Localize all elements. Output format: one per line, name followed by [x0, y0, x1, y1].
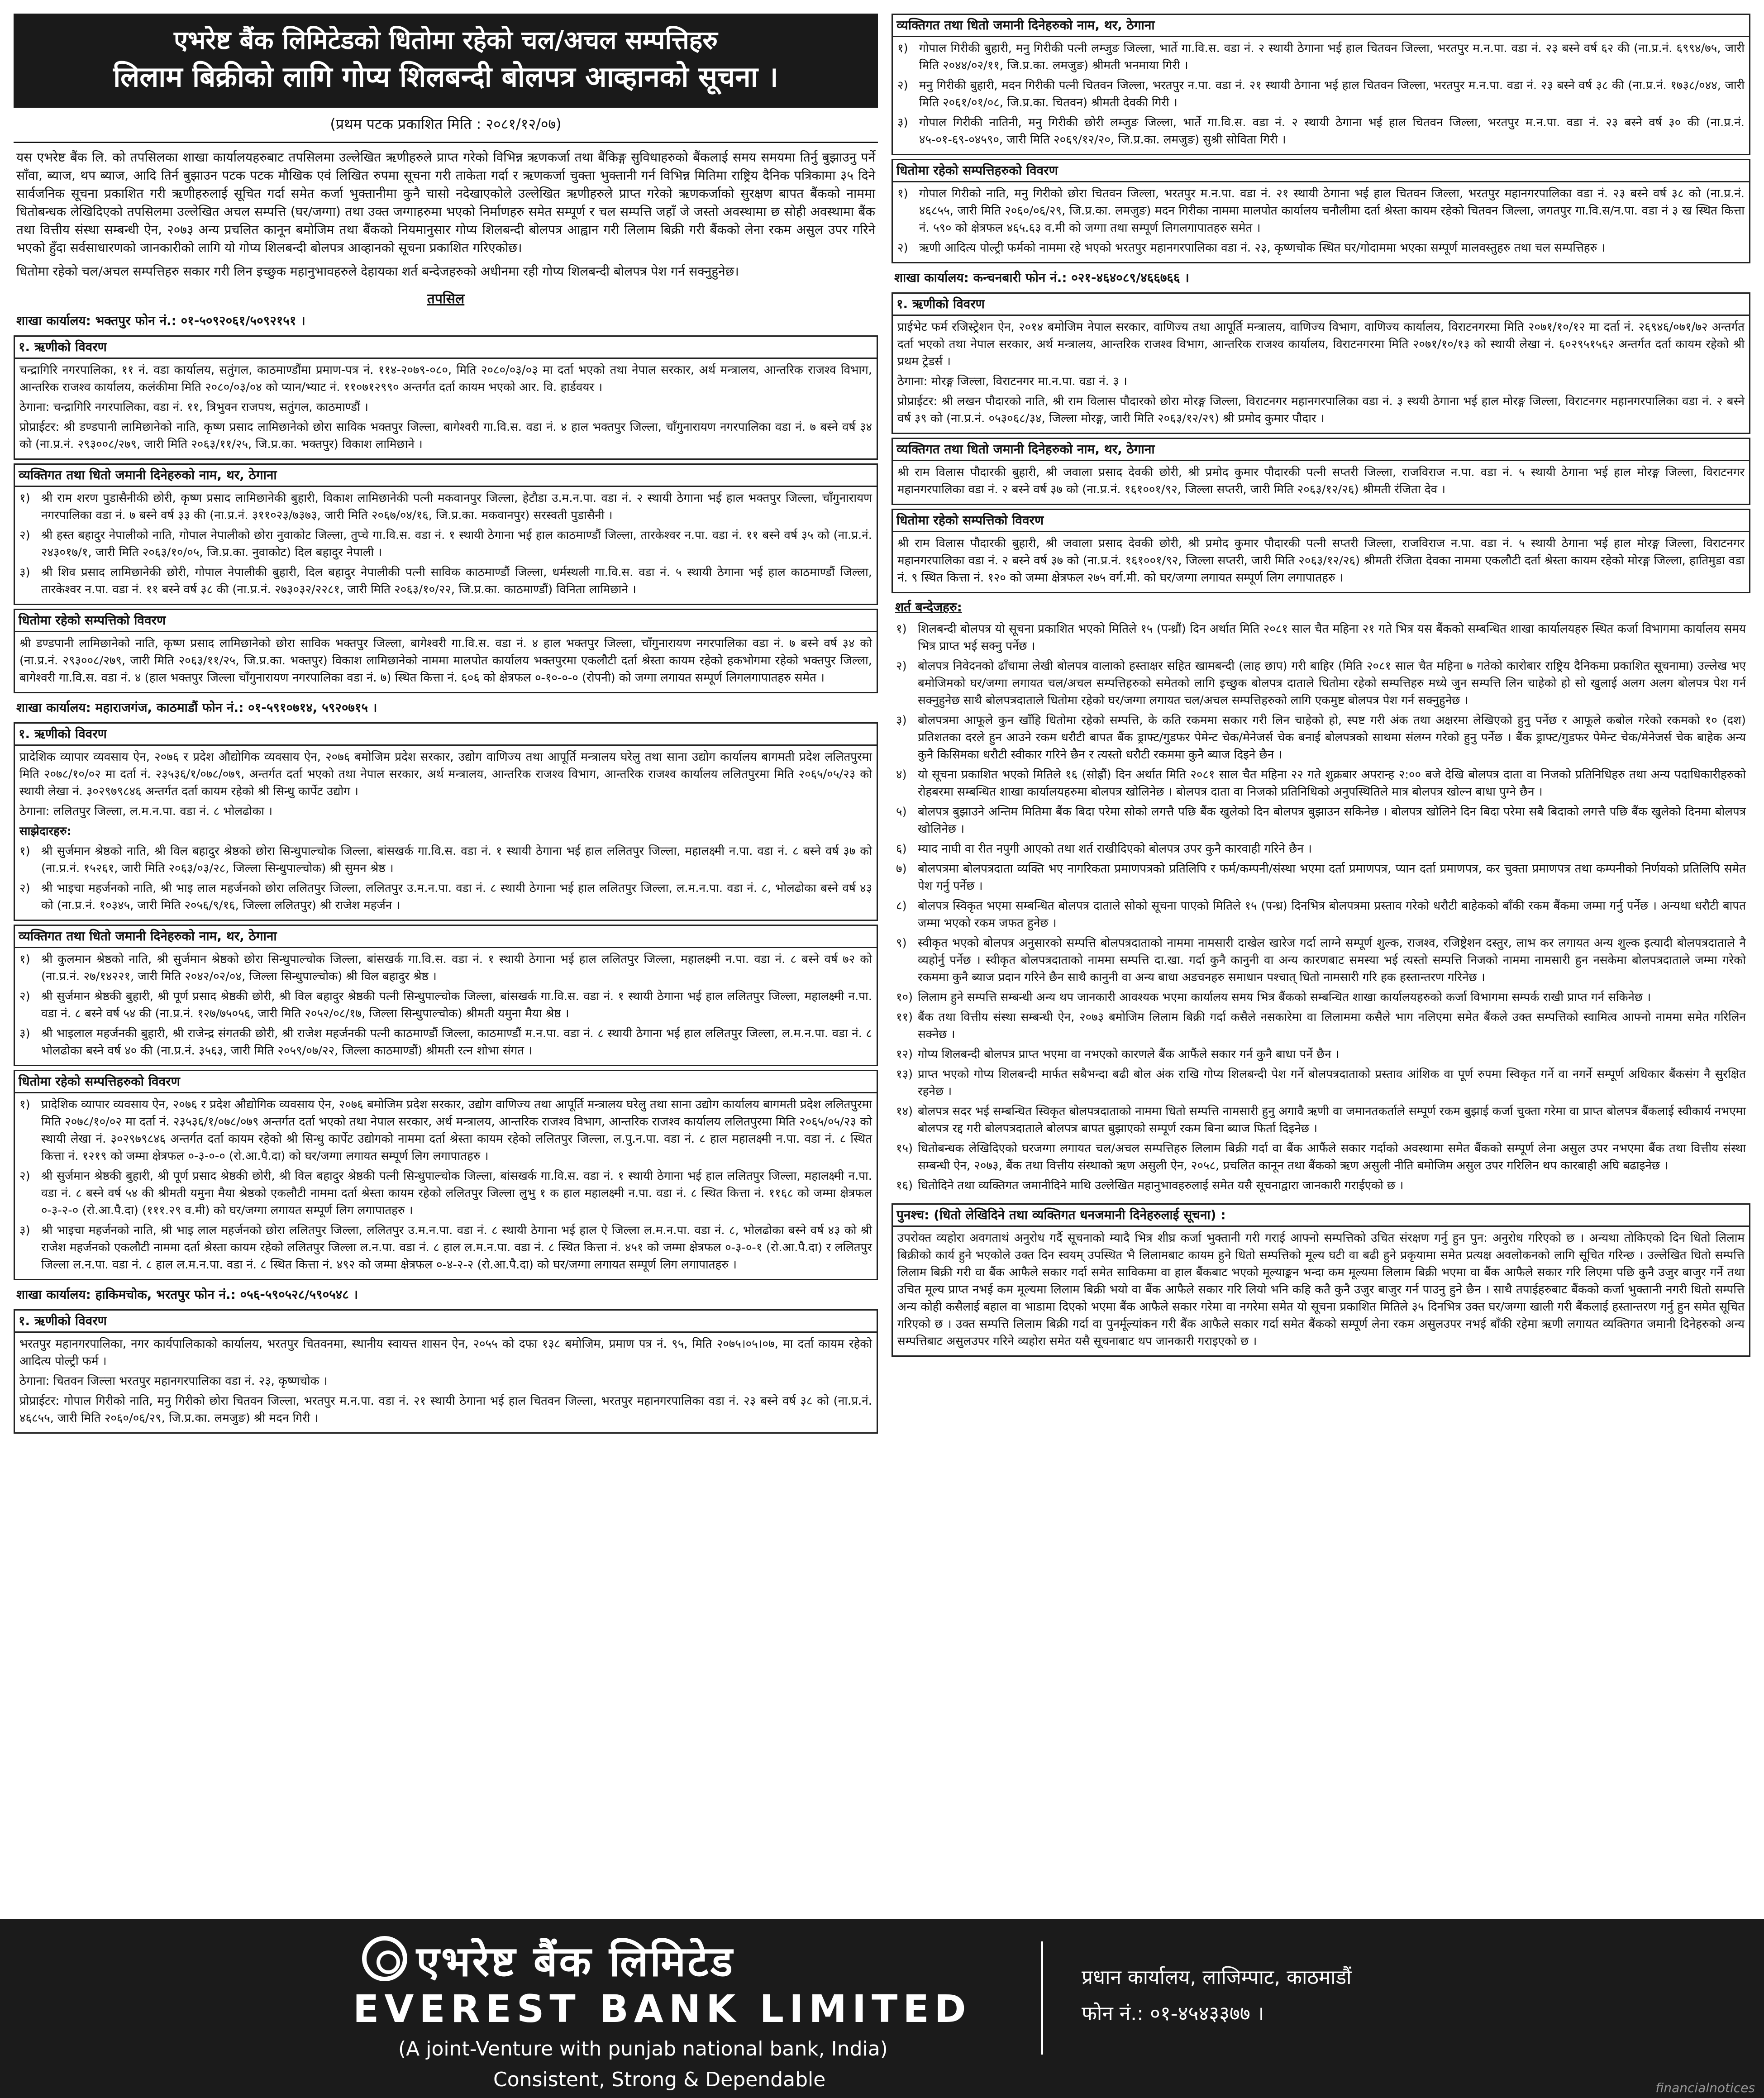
term-item-number: ३): [896, 714, 907, 727]
proprietor-details: प्रोप्राईटर: श्री लखन पौदारको नाति, श्री राम विलास पौदारको छोरा मोरङ्ग जिल्ला, विराटनगर महानगरपालिका वडा नं. ३ स्थयी ठेगाना भई हाल मोरङ्ग जिल्ला, विराटनगर महानगरपालिका वडा नं. २ बस्ने वर्ष ३९ को (ना.प्र.नं. ०५३०६८/३४, जिल्ला मोरङ्ग, जारी मिति २०६३/१२/२९) श्री प्रमोद कुमार पौदार ।: [897, 395, 1745, 425]
term-item-text: प्राप्त भएको गोप्य शिलबन्दी मार्फत सबैभन्दा बढी बोल अंक राखि गोप्य शिलबन्दी पेश गर्ने बोलपत्रदाताको प्रस्ताव आंशिक वा पूर्ण रुपमा स्विकृत गर्ने वा नगर्ने सम्पूर्ण अधिकार बैंकसंग नै सुरक्षित रहनेछ ।: [918, 1068, 1746, 1098]
property-item-number: १): [897, 187, 908, 200]
guarantor-item-text: श्री कुलमान श्रेष्ठको नाति, श्री सुर्जमान श्रेष्ठको छोरा सिन्धुपाल्चोक जिल्ला, बांसखर्क गा.वि.स. वडा नं. १ स्थायी ठेगाना भई हाल ललितपुर जिल्ला, महालक्ष्मी न.पा. वडा नं. ८ बस्ने वर्ष ७२ को (ना.प्र.नं. २७/१४२२१, जारी मिति २०४२/०२/०४, जिल्ला सिन्धुपाल्चोक) श्री विल बहादुर श्रेष्ठ ।: [41, 953, 872, 983]
guarantor-details: श्री राम विलास पौदारकी बुहारी, श्री जवाला प्रसाद देवकी छोरी, श्री प्रमोद कुमार पौदारकी पत्नी सप्तरी जिल्ला, राजविराज न.पा. वडा नं. ५ स्थायी ठेगाना भई हाल मोरङ्ग जिल्ला, विराटनगर महानगरपालिका वडा नं. २ बस्ने वर्ष ३७ को (ना.प्र.नं. १६१००१/९२, जिल्ला सप्तरी, जारी मिति २०६३/१२/२६) श्रीमती रंजिता देव ।: [897, 466, 1745, 496]
borrower-heading: १. ऋणीको विवरण: [15, 1311, 877, 1333]
property-item-text: ऋणी आदित्य पोल्ट्री फर्मको नाममा रहे भएको भरतपुर महानगरपालिका वडा नं. २३, कृष्णचोक स्थित घर/गोदाममा भएका सम्पूर्ण मालवस्तुहरु तथा चल सम्पत्तिहरु ।: [919, 241, 1606, 255]
left-column: [14, 14, 878, 1437]
head-office-phone: फोन नं.: ०१-४५४३३७७ ।: [1082, 2002, 1264, 2025]
term-item-text: यो सूचना प्रकाशित भएको मितिले १६ (सोह्रौं) दिन अर्थात मिति २०८१ साल चैत महिना २२ गते शुक्रबार अपरान्ह २:०० बजे देखि बोलपत्र दाता वा निजको प्रतिनिधिहरु तथा अन्य पदाधिकारीहरुको रोहबरमा सम्बन्धित शाखा कार्यालयहरुमा बोलपत्र खोलिनेछ । बोलपत्र दाता वा निजको प्रतिनिधिको अनुपस्थितिले मात्र बोलपत्र खोल्न बाधा पुग्ने छैन ।: [918, 768, 1746, 799]
term-item-text: धितोबन्धक लेखिदिएको घरजग्गा लगायत चल/अचल सम्पत्तिहरु लिलाम बिक्री गर्दा वा बैंक आफैंले सकार गर्दाको अवस्थामा समेत बैंकको सम्पूर्ण लेना असुल उपर नभएमा बैंक तथा वित्तीय संस्था सम्बन्धी ऐन, २०७३, बैंक तथा वित्तीय संस्थाको ऋण असुली ऐन, २०५८, प्रचलित कानून तथा बैंकको ऋण असुली नीति बमोजिम असुल उपर गरिलिन थप कारबाही अघि बढाइनेछ ।: [918, 1142, 1746, 1173]
borrower-address: ठेगाना: चितवन जिल्ला भरतपुर महानगरपालिका वडा नं. २३, कृष्णचोक ।: [19, 1374, 328, 1388]
term-item: [896, 1177, 1746, 1194]
guarantor-item-text: मनु गिरीकी बुहारी, मदन गिरीकी पत्नी चितवन जिल्ला, भरतपुर न.पा. वडा नं. २१ स्थायी ठेगाना भई हाल चितवन जिल्ला, भरतपुर म.न.पा. वडा नं. २३ बस्ने वर्ष ३८ की (ना.प्र.नं. १७३८/०४४, जारी मिति २०६१/०१/०८, जि.प्र.का. चितवन) श्रीमती देवकी गिरी ।: [919, 79, 1745, 110]
term-item: [896, 766, 1746, 801]
term-item: [896, 897, 1746, 932]
guarantor-item-number: ३): [19, 1027, 30, 1040]
guarantor-item: [19, 1025, 872, 1059]
property-heading: धितोमा रहेको सम्पत्तिहरुको विवरण: [893, 160, 1749, 182]
partner-item-text: श्री भाइचा महर्जनको नाति, श्री भाइ लाल महर्जनको छोरा ललितपुर जिल्ला, ललितपुर उ.म.न.पा. वडा नं. ८ स्थायी ठेगाना भई हाल ललितपुर जिल्ला, ल.म.न.पा. वडा नं. ८, भोलढोका बस्ने वर्ष ४३ को (ना.प्र.नं. १०३४५, जारी मिति २०५६/९/१६, जिल्ला ललितपुर) श्री राजेश महर्जन ।: [41, 882, 872, 912]
term-item: [896, 1046, 1746, 1063]
guarantor-item: [19, 988, 872, 1022]
property-item: [897, 185, 1745, 237]
partner-item-number: २): [19, 882, 30, 895]
branch3-guarantor-box: [892, 14, 1750, 155]
borrower-address: ठेगाना: मोरङ्ग जिल्ला, विराटनगर मा.न.पा. वडा नं. ३ ।: [897, 375, 1127, 388]
footer-divider: [1041, 1941, 1043, 2055]
tapsil-heading: तपसिल: [427, 291, 465, 307]
term-item-number: ६): [896, 842, 907, 856]
term-item-number: १४): [896, 1105, 913, 1118]
watermark: financialnotices: [1655, 2080, 1755, 2095]
head-office-address: प्रधान कार्यालय, लाजिम्पाट, काठमाडौं: [1082, 1966, 1352, 1989]
term-item: [896, 620, 1746, 655]
borrower-address: ठेगाना: चन्द्रागिरि नगरपालिका, वडा नं. ११, त्रिभुवन राजपथ, सतुंगल, काठमाण्डौं ।: [19, 401, 368, 414]
guarantor-item: [897, 77, 1745, 111]
borrower-heading: १. ऋणीको विवरण: [15, 337, 877, 359]
term-item-number: १२): [896, 1048, 913, 1061]
property-item: [19, 1168, 872, 1219]
guarantor-item-text: श्री शिव प्रसाद लामिछानेकी छोरी, गोपाल नेपालीकी बुहारी, दिल बहादुर नेपालीकी पत्नी साविक काठमाण्डौं जिल्ला, धर्मस्थली गा.वि.स. वडा नं. ५ स्थायी ठेगाना भई हाल काठमाण्डौं जिल्ला, तारकेश्वर न.पा. वडा नं. ११ बस्ने वर्ष ३८ की (ना.प्र.नं. २७३०३२/२२८१, जारी मिति २०६३/१०/२२, जि.प्र.का. काठमाण्डौं) विनिता लामिछाने ।: [41, 566, 872, 596]
property-item: [19, 1222, 872, 1273]
guarantor-item-number: ३): [19, 566, 30, 579]
branch-kanchanbari-title: शाखा कार्यालय: कन्चनबारी फोन नं.: ०२१-४६४०८९/४६६७६६ ।: [894, 270, 1189, 285]
term-item: [896, 1009, 1746, 1043]
term-item-number: १६): [896, 1179, 913, 1192]
notice-title-line2: लिलाम बिक्रीको लागि गोप्य शिलबन्दी बोलपत्र आव्हानको सूचना ।: [113, 60, 778, 93]
property-heading: धितोमा रहेको सम्पत्तिहरुको विवरण: [15, 1071, 877, 1093]
guarantor-item: [897, 40, 1745, 74]
everest-bank-logo-icon: [362, 1936, 407, 1981]
guarantor-item-number: १): [897, 42, 908, 55]
branch4-guarantor-box: [892, 438, 1750, 505]
term-item-number: १): [896, 622, 907, 636]
branch1-borrower-box: [14, 335, 878, 460]
postscript-text: उपरोक्त व्यहोरा अवगताथं अनुरोध गर्दै सूचनाको म्यादै भित्र शीघ्र कर्जा भुक्तानी गरी गराई आफ्नो सम्पत्तिको उचित संरक्षण गर्नु हुन पुन: अनुरोध गरिएको छ । अन्यथा तोकिएको दिन धितो लिलाम बिक्रीको कार्य हुने भएकोले उक्त दिन स्वयम् उपस्थित भै लिलामबाट कायम हुने धितो सम्पत्तिको मूल्य घटी वा बढी हुने प्रकृयामा समेत प्रत्यक्ष अवलोकनको लागि सूचित गरिन्छ । उल्लेखित धितो सम्पत्ति लिलाम बिक्री गरी वा बैंक आफैले सकार गर्दा समेत साविकमा वा हाल बैंकबाट भएको मूल्याङ्कन भन्दा कम मूल्यमा लिलाम बिक्री भएमा वा बैंक आफैले सकार गरि लिएमा पछि कुनै उजुर बाजुर गर्ने तथा उचित मूल्य प्राप्त नभई कम मूल्यमा लिलाम बिक्री भयो वा बैंक आफैले सकार गरि लियो भनि कहि कतै कुनै उजुर बाजुर गर्न पाउनु हुने छैन । साथै तपाईहरुबाट बैंकको कर्जा भुक्तानी नगरी धितो सम्पत्ति अन्य कोही कसैलाई बहाल वा भाडामा दिएको भएमा बैंक आफैले सकार गरेमा वा नगरेमा समेत यो सूचना प्रकाशित मितिले ३५ दिनभित्र उक्त घर/जग्गा खाली गरी बैंकलाई हस्तान्तरण गर्नु हुन समेत सूचित गरिएको छ । उक्त सम्पत्ति लिलाम बिक्री गर्दा वा पुनर्मूल्यांकन गरी बैंक आफैले सकार गर्दा समेत बैंकको सम्पूर्ण लेना रकम असुलउपर नभई बाँकी रहेमा ऋणी लगायत व्यक्तिगत जमानी दिनेहरुको अन्य सम्पत्तिबाट असुलउपर गरिने व्यहोरा समेत यसै सूचनाबाट थप जानकारी गराइएको छ ।: [897, 1231, 1745, 1348]
publish-date: (प्रथम पटक प्रकाशित मिति : २०८१/१२/०७): [14, 108, 878, 143]
guarantor-item-text: श्री भाइलाल महर्जनकी बुहारी, श्री राजेन्द्र संगतकी छोरी, श्री राजेश महर्जनकी पत्नी काठमाण्डौं जिल्ला, काठमाण्डौं म.न.पा. वडा नं. ८ स्थायी ठेगाना भई हाल ललितपुर जिल्ला, ल.म.न.पा. वडा नं. ८ भोलढोका बस्ने वर्ष ४० की (ना.प्र.नं. ३५६३, जारी मिति २०५९/०७/२२, जिल्ला काठमाण्डौं) श्रीमती रत्न शोभा संगत ।: [41, 1027, 872, 1058]
bank-name-english: EVEREST BANK LIMITED: [353, 1987, 972, 2031]
term-item-text: बोलपत्र सदर भई सम्बन्धित स्विकृत बोलपत्रदाताको नाममा धितो सम्पत्ति नामसारी हुनु अगावै ऋणी वा जमानतकर्ताले सम्पूर्ण रकम बुझाई कर्जा चुक्ता गरेमा वा प्राप्त बोलपत्र बैंकलाई स्वीकार्य नभएमा बोलपत्र रद्द गरी बोलपत्रदाताले बोलपत्र बापत बुझाएको सम्पूर्ण रकम बिना ब्याज फिर्ता दिइनेछ ।: [918, 1105, 1746, 1135]
term-item-number: ११): [896, 1011, 913, 1024]
head-office-info: [1082, 1960, 1352, 2032]
guarantor-item: [19, 490, 872, 524]
term-item-text: धितोदिने तथा व्यक्तिगत जमानीदिने माथि उल्लेखित महानुभावहरुलाई समेत यसै सूचनाद्वारा जानकारी गराईएको छ ।: [918, 1179, 1404, 1192]
right-column: [892, 14, 1750, 1360]
term-item: [896, 935, 1746, 986]
branch3-borrower-box: [14, 1309, 878, 1434]
branch2-borrower-box: [14, 722, 878, 921]
branch1-property-box: [14, 609, 878, 693]
property-item-number: १): [19, 1098, 30, 1111]
guarantor-item-text: गोपाल गिरीकी बुहारी, मनु गिरीकी पत्नी लम्जुङ जिल्ला, भार्ते गा.वि.स. वडा नं. २ स्थायी ठेगाना भई हाल चितवन जिल्ला, भरतपुर म.न.पा. वडा नं. २३ बस्ने वर्ष ६२ की (ना.प्र.नं. ६९९४/७५, जारी मिति २०४४/०२/११, जि.प्र.का. लमजुङ) श्रीमती भनमाया गिरी ।: [919, 42, 1745, 72]
term-item-number: ५): [896, 805, 907, 819]
term-item: [896, 860, 1746, 895]
term-item-text: गोप्य शिलबन्दी बोलपत्र प्राप्त भएमा वा नभएको कारणले बैंक आफैंले सकार गर्न कुनै बाधा पर्ने छैन ।: [918, 1048, 1340, 1061]
term-item-number: ७): [896, 862, 907, 876]
branch2-guarantor-box: [14, 925, 878, 1066]
branch-bhaktapur-title: शाखा कार्यालय: भक्तपुर फोन नं.: ०१-५०९२०६१/५०९२१५१ ।: [16, 313, 305, 328]
borrower-details: भरतपुर महानगरपालिका, नगर कार्यपालिकाको कार्यालय, भरतपुर चितवनमा, स्थानीय स्वायत्त शासन ऐन, २०५५ को दफा १३८ बमोजिम, प्रमाण पत्र नं. ९५, मिति २०७५।०५।०७, मा दर्ता कायम रहेको आदित्य पोल्ट्री फर्म ।: [19, 1337, 872, 1368]
partners-heading: साझेदारहरु:: [19, 825, 72, 838]
guarantor-item: [19, 527, 872, 561]
term-item-text: बोलपत्रमा बोलपत्रदाता व्यक्ति भए नागरिकता प्रमाणपत्रको प्रतिलिपि र फर्म/कम्पनी/संस्था भएमा दर्ता प्रमाणपत्र, प्यान दर्ता प्रमाणपत्र, कर चुक्ता प्रमाणपत्र तथा कम्पनीको निर्णयको प्रतिलिपि समेत पेश गर्नु पर्नेछ ।: [918, 862, 1746, 893]
guarantor-heading: व्यक्तिगत तथा धितो जमानी दिनेहरुको नाम, थर, ठेगाना: [893, 439, 1749, 461]
branch4-borrower-box: [892, 292, 1750, 434]
property-details: श्री डण्डपानी लामिछानेको नाति, कृष्ण प्रसाद लामिछानेको छोरा साविक भक्तपुर जिल्ला, बागेश्वरी गा.वि.स. वडा नं. ४ हाल भक्तपुर जिल्ला, चाँगुनारायण नगरपालिका वडा नं. ७ बस्ने वर्ष ३४ को (ना.प्र.नं. २९३००८/२७९, जारी मिति २०६३/११/२५, जि.प्र.का. भक्तपुर) विकाश लामिछानेको नाममा मालपोत कार्यालय भक्तपुरमा एकलौटी दर्ता श्रेस्ता कायम रहेको हकभोगमा रहेको भक्तपुर जिल्ला, बागेश्वरी गा.वि.स. वडा नं. ४ (हाल भक्तपुर जिल्ला चाँगुनारायण नगरपालिका वडा नं. ७) स्थित कित्ता नं. ६०६ को क्षेत्रफल ०-१०-०-० (रोपनी) को जग्गा लगायत सम्पूर्ण लिगलगापातहरु समेत ।: [19, 637, 872, 685]
partner-item-number: १): [19, 844, 30, 858]
notice-postscript-box: [892, 1203, 1750, 1357]
term-item-number: ८): [896, 899, 907, 913]
borrower-address: ठेगाना: ललितपुर जिल्ला, ल.म.न.पा. वडा नं. ८ भोलढोका ।: [19, 805, 273, 818]
term-item: [896, 840, 1746, 858]
postscript-heading: पुनश्च: (धितो लेखिदिने तथा व्यक्तिगत धनजमानी दिनेहरुलाई सूचना) :: [893, 1205, 1749, 1227]
term-item-text: बोलपत्र निवेदनको ढाँचामा लेखी बोलपत्र वालाको हस्ताक्षर सहित खामबन्दी (लाह छाप) गरी बाहिर (मिति २०८१ साल चैत महिना ७ गतेको कारोबार राष्ट्रिय दैनिकमा प्रकाशित सूचनामा) उल्लेख भए बमोजिमको घर/जग्गा लगायत चल/अचल सम्पत्तिहरुको समेतको लागि इच्छुक बोलपत्र दाताले धितोमा रहेको सम्पत्तिहरु मध्ये जुन सम्पत्ति लिन चाहेको हो सो खुलाई अलग अलग बोलपत्र पेश गर्न सक्नुहुनेछ साथै बोलपत्रदाताले धितोमा रहेको घर/जग्गा लगायत चल/अचल सम्पत्तिहरुको लागि एकमुष्ट बोलपत्र पेश गर्न सक्नुहुनेछ ।: [918, 659, 1746, 707]
property-item-text: प्रादेशिक व्यापार व्यवसाय ऐन, २०७६ र प्रदेश औद्योगिक व्यवसाय ऐन, २०७६ बमोजिम प्रदेश सरकार, उद्योग वाणिज्य तथा आपूर्ति मन्त्रालय घरेलु तथा साना उद्योग कार्यालय बागमती प्रदेश ललितपुरमा मिति २०७८/१०/०२ मा दर्ता नं. २३५३६/१/०७८/०७९ अन्तर्गत दर्ता भएको तथा नेपाल सरकार, अर्थ मन्त्रालय, आन्तरिक राजश्व विभाग, आन्तरिक राजश्व कार्यालय ललितपुरमा मिति २०६५/०५/२३ को स्थायी लेखा नं. ३०२९७९८४६ अन्तर्गत दर्ता कायम रहेको श्री सिन्धु कार्पेट उद्योगको नाममा दर्ता श्रेस्ता कायम रहेको ललितपुर जिल्ला, ल.पु.न.पा. वडा नं. ८ हाल महालक्ष्मी न.पा. वडा नं. ८ स्थित कित्ता नं. १२१९ को जम्मा क्षेत्रफल ०-३-०-० (रो.आ.पै.दा) को घर/जग्गा लगायत सम्पूर्ण लिग लगापातहरु ।: [41, 1098, 872, 1163]
guarantor-heading: व्यक्तिगत तथा धितो जमानी दिनेहरुको नाम, थर, ठेगाना: [893, 15, 1749, 37]
property-item-text: गोपाल गिरीको नाति, मनु गिरीको छोरा चितवन जिल्ला, भरतपुर म.न.पा. वडा नं. २१ स्थायी ठेगाना भई हाल चितवन जिल्ला, भरतपुर महानगरपालिका वडा नं. २३ बस्ने वर्ष ३८ को (ना.प्र.नं. ४६८५५, जारी मिति २०६०/०६/२९, जि.प्र.का. लमजुङ) मदन गिरीका नाममा मालपोत कार्यालय चनौलीमा दर्ता श्रेस्ता कायम रहेको चितवन जिल्ला, जगतपुर गा.वि.स/न.पा. वडा नं ३ ख स्थित कित्ता नं. ५९० को क्षेत्रफल ४६५.६३ व.मी को जग्गा तथा सम्पूर्ण लिगलगापातहरु समेत ।: [919, 187, 1745, 235]
guarantor-item-text: गोपाल गिरीकी नातिनी, मनु गिरीकी छोरी लम्जुङ जिल्ला, भार्ते गा.वि.स. वडा नं. २ स्थायी ठेगाना भई हाल चितवन जिल्ला, भरतपुर म.न.पा. वडा नं. २३ बस्ने वर्ष ३० की (ना.प्र.नं. ४५-०१-६९-०४५९०, जारी मिति २०६९/१२/२०, जि.प्र.का. लमजुङ) सुश्री सोविता गिरी ।: [919, 116, 1745, 147]
joint-venture-text: (A joint-Venture with punjab national bank, India): [398, 2037, 888, 2060]
terms-section: [892, 597, 1750, 1200]
partner-item-text: श्री सुर्जमान श्रेष्ठको नाति, श्री विल बहादुर श्रेष्ठको छोरा सिन्धुपाल्चोक जिल्ला, बांसखर्क गा.वि.स. वडा नं. १ स्थायी ठेगाना भई हाल ललितपुर जिल्ला, महालक्ष्मी न.पा. वडा नं. ८ बस्ने वर्ष ३७ को (ना.प्र.नं. १५२६१, जारी मिति २०६३/०३/२८, जिल्ला सिन्धुपाल्चोक) श्री सुमन श्रेष्ठ ।: [41, 844, 872, 875]
property-item-text: श्री भाइचा महर्जनको नाति, श्री भाइ लाल महर्जनको छोरा ललितपुर जिल्ला, ललितपुर उ.म.न.पा. वडा नं. ८ स्थायी ठेगाना भई हाल ऐ जिल्ला ल.म.न.पा. वडा नं. ८, भोलढोका बस्ने वर्ष ४३ को श्री राजेश महर्जनको एकलौटी नाममा दर्ता श्रेस्ता कायम रहेको ललितपुर जिल्ला ल.न.पा. वडा नं. ८ हाल ल.म.न.पा. वडा नं. ८ स्थित कित्ता नं. ४५१ को जम्मा क्षेत्रफल ०-३-०-१ (रो.आ.पै.दा) र ललितपुर जिल्ला ल.न.पा. वडा नं. ८ हाल ल.म.न.पा. वडा नं. ८ स्थित कित्ता नं. ४९२ को जम्मा क्षेत्रफल ०-४-२-२ (रो.आ.पै.दा) को घर/जग्गा लगायत सम्पूर्ण लिग लगापातहरु ।: [41, 1224, 872, 1272]
bank-name-nepali: एभरेष्ट बैंक लिमिटेड: [416, 1937, 734, 1986]
property-heading: धितोमा रहेको सम्पत्तिको विवरण: [15, 610, 877, 632]
branch4-property-box: [892, 509, 1750, 593]
guarantor-item: [19, 951, 872, 985]
guarantor-item-number: ३): [897, 116, 908, 129]
guarantor-item: [19, 564, 872, 598]
term-item: [896, 658, 1746, 709]
property-item-number: २): [19, 1169, 30, 1183]
partner-item: [19, 843, 872, 877]
term-item-number: १५): [896, 1142, 913, 1155]
branch-maharajgunj-title: शाखा कार्यालय: महाराजगंज, काठमाडौं फोन नं.: ०१-५९१०७१४, ५९२०७१५ ।: [16, 700, 377, 715]
borrower-details: प्रादेशिक व्यापार व्यवसाय ऐन, २०७६ र प्रदेश औद्योगिक व्यवसाय ऐन, २०७६ बमोजिम प्रदेश सरकार, उद्योग वाणिज्य तथा आपूर्ति मन्त्रालय घरेलु तथा साना उद्योग कार्यालय बागमती प्रदेश ललितपुरमा मिति २०७८/१०/०२ मा दर्ता नं. २३५३६/१/०७८/०७९, अन्तर्गत दर्ता भएको तथा नेपाल सरकार, अर्थ मन्त्रालय, आन्तरिक राजश्व विभाग, आन्तरिक राजश्व कार्यालय ललितपुरमा मिति २०६५/०५/२३ को स्थायी लेखा नं. ३०२९७९८४६ अन्तर्गत दर्ता कायम रहेको श्री सिन्धु कार्पेट उद्योग ।: [19, 750, 872, 798]
notice-header: [14, 14, 878, 108]
partner-item: [19, 880, 872, 914]
branch1-guarantor-box: [14, 463, 878, 605]
terms-heading: शर्त बन्देजहरु:: [895, 600, 962, 615]
property-heading: धितोमा रहेको सम्पत्तिको विवरण: [893, 510, 1749, 532]
term-item-text: बोलपत्र स्विकृत भएमा सम्बन्धित बोलपत्र दाताले सोको सूचना पाएको मितिले १५ (पन्ध्र) दिनभित्र बोलपत्रमा प्रस्ताव गरेको धरौटी बाहेकको बाँकी रकम बैंकमा जम्मा गर्नु पर्नेछ । अन्यथा धरौटी बापत जम्मा भएको रकम जफत हुनेछ ।: [918, 899, 1746, 930]
notice-title-line1: एभरेष्ट बैंक लिमिटेडको धितोमा रहेको चल/अचल सम्पत्तिहरु: [174, 26, 718, 55]
term-item-text: बोलपत्र बुझाउने अन्तिम मितिमा बैंक बिदा परेमा सोको लगत्तै पछि बैंक खुलेको दिन बोलपत्र बुझाउन सकिनेछ । बोलपत्र खोलिने दिन बिदा परेमा सबै बिदाको लगत्तै पछि बैंक खुलेको दिनमा बोलपत्र खोलिनेछ ।: [918, 805, 1746, 836]
term-item: [896, 1066, 1746, 1100]
intro-paragraph-2: धितोमा रहेको चल/अचल सम्पत्तिहरु सकार गरी लिन इच्छुक महानुभावहरुले देहायका शर्त बन्देजहरुको अधीनमा रही गोप्य शिलबन्दी बोलपत्र पेश गर्न सक्नुहुनेछ।: [16, 264, 739, 279]
guarantor-item: [897, 114, 1745, 148]
term-item: [896, 989, 1746, 1006]
branch3-property-box: [892, 159, 1750, 263]
branch2-property-box: [14, 1070, 878, 1280]
intro-paragraph: यस एभरेष्ट बैंक लि. को तपसिलका शाखा कार्यालयहरुबाट तपसिलमा उल्लेखित ऋणीहरुले प्राप्त गरेको विभिन्न ऋणकर्जा तथा बैंकिङ्ग सुविधाहरुको बैंकलाई समय समयमा तिर्नु बुझाउनु पर्ने साँवा, ब्याज, थप ब्याज, आदि तिर्न बुझाउन पटक पटक मौखिक एवं लिखित रुपमा सूचना गरी ताकेता गर्दा र ऋणकर्जा चुक्ता भुक्तानी गर्न विभिन्न मितिमा राष्ट्रिय दैनिक पत्रिकामा ३५ दिने सार्वजनिक सूचना प्रकाशित गरी ऋणीहरुलाई सूचित गर्दा समेत कर्जा भुक्तानीमा कुनै चासो नदेखाएकोले उल्लेखित ऋणीहरुले प्राप्त गरेको ऋणकर्जाको सुरक्षण बापत बैंकको नाममा धितोबन्धक लेखिदिएको तपसिलमा उल्लेखित अचल सम्पत्ति (घर/जग्गा) तथा उक्त जग्गाहरुमा भएको निर्माणहरु समेत सम्पूर्ण र चल सम्पत्ति जहाँ जे जस्तो अवस्थामा छ सोही अवस्थामा बैंक तथा वित्तीय संस्था सम्बन्धी ऐन, २०७३ अन्य प्रचलित कानून बमोजिम तथा बैंकको नियमानुसार गोप्य शिलबन्दी बोलपत्र आह्वान गरी लिलाम बिक्री गरी बैंकको लेना रकम असुल उपर गरिने भएको हुँदा सर्वसाधारणको जानकारीको लागि यो गोप्य शिलबन्दी बोलपत्र आव्हानको सूचना प्रकाशित गरिएकोछ।: [16, 150, 875, 255]
term-item-text: शिलबन्दी बोलपत्र यो सूचना प्रकाशित भएको मितिले १५ (पन्ध्रौं) दिन अर्थात मिति २०८१ साल चैत महिना २१ गते भित्र यस बैंकको सम्बन्धित शाखा कार्यालयहरु स्थित कर्जा विभागमा कार्यालय समय भित्र प्राप्त भई सक्नु पर्नेछ ।: [918, 622, 1746, 653]
term-item-text: लिलाम हुने सम्पत्ति सम्बन्धी अन्य थप जानकारी आवश्यक भएमा कार्यालय समय भित्र बैंकको सम्बन्धित शाखा कार्यालयहरुको कर्जा विभागमा सम्पर्क राखी प्राप्त गर्न सकिनेछ ।: [918, 991, 1651, 1004]
proprietor-details: प्रोप्राईटर: गोपाल गिरीको नाति, मनु गिरीको छोरा चितवन जिल्ला, भरतपुर म.न.पा. वडा नं. २१ स्थायी ठेगाना भई हाल चितवन जिल्ला, भरतपुर महानगरपालिका वडा नं. २३ बस्ने वर्ष ३८ को (ना.प्र.नं. ४६८५५, जारी मिति २०६०/०६/२९, जि.प्र.का. लमजुङ) श्री मदन गिरी ।: [19, 1394, 872, 1425]
term-item: [896, 1103, 1746, 1137]
term-item-number: २): [896, 659, 907, 673]
property-item: [897, 239, 1745, 257]
guarantor-item-number: १): [19, 953, 30, 966]
guarantor-item-number: २): [19, 529, 30, 542]
guarantor-item-number: २): [19, 990, 30, 1003]
guarantor-item-number: २): [897, 79, 908, 92]
term-item: [896, 712, 1746, 763]
property-item: [19, 1096, 872, 1165]
term-item-number: १३): [896, 1068, 913, 1081]
term-item-text: म्याद नाघी वा रीत नपुगी आएको तथा शर्त राखीदिएको बोलपत्र उपर कुनै कारवाही गरिने छैन ।: [918, 842, 1312, 856]
bank-tagline: Consistent, Strong & Dependable: [493, 2068, 826, 2091]
guarantor-heading: व्यक्तिगत तथा धितो जमानी दिनेहरुको नाम, थर, ठेगाना: [15, 465, 877, 487]
guarantor-item-number: १): [19, 491, 30, 505]
property-details: श्री राम विलास पौदारकी बुहारी, श्री जवाला प्रसाद देवकी छोरी, श्री प्रमोद कुमार पौदारकी पत्नी सप्तरी जिल्ला, राजविराज न.पा. वडा नं. ५ स्थायी ठेगाना भई हाल मोरङ्ग जिल्ला, विराटनगर महानगरपालिका वडा नं. २ बस्ने वर्ष ३७ को (ना.प्र.नं. १६१००१/९२, जिल्ला सप्तरी, जारी मिति २०६३/१२/२६) श्रीमती रंजिता देवका नाममा एकलौटी दर्ता श्रेस्ता कायम रहेको मोरङ्ग जिल्ला, हातिमुडा वडा नं. ९ स्थित कित्ता नं. १२० को जम्मा क्षेत्रफल २७५ वर्ग.मी. को घर/जग्गा लगायत सम्पूर्ण लिग लगापातहरु ।: [897, 537, 1745, 585]
term-item-number: ४): [896, 768, 907, 782]
term-item-text: बोलपत्रमा आफूले कुन खाँहि धितोमा रहेको सम्पत्ति, के कति रकममा सकार गरी लिन चाहेको हो, स्पष्ट गरी अंक तथा अक्षरमा लेखिएको हुनु पर्नेछ र आफूले कबोल गरेको रकमको १० (दश) प्रतिशतका दरले हुन आउने रकम धरौटी बापत बैंक ड्राफ्ट/गुडफर पेमेन्ट चेक/मेनेजर्स चेक बनाई बोलपत्रको साथमा संलग्न गरेको हुनु पर्नेछ । बैंक ड्राफ्ट/गुडफर पेमेन्ट चेक/मेनेजर्स चेक बाहेक अन्य कुनै किसिमका धरौटी स्वीकार गरिने छैन र त्यस्तो धरौटी रकममा कुनै ब्याज दिइने छैन ।: [918, 714, 1746, 762]
borrower-heading: १. ऋणीको विवरण: [893, 294, 1749, 316]
proprietor-details: प्रोप्राईटर: श्री डण्डपानी लामिछानेको नाति, कृष्ण प्रसाद लामिछानेको छोरा साविक भक्तपुर जिल्ला, बागेश्वरी गा.वि.स. वडा नं. ४ हाल भक्तपुर जिल्ला, चाँगुनारायण नगरपालिका वडा नं. ७ बस्ने वर्ष ३४ को (ना.प्र.नं. २९३००८/२७९, जारी मिति २०६३/११/२५, जि.प्र.का. भक्तपुर) विकाश लामिछाने ।: [19, 420, 872, 451]
property-item-text: श्री सुर्जमान श्रेष्ठकी बुहारी, श्री पूर्ण प्रसाद श्रेष्ठकी छोरी, श्री विल बहादुर श्रेष्ठकी पत्नी सिन्धुपाल्चोक जिल्ला, बांसखर्क गा.वि.स. वडा नं. १ स्थायी ठेगाना भई हाल ललितपुर जिल्ला, महालक्ष्मी न.पा. वडा नं. ८ बस्ने वर्ष ५४ की श्रीमती यमुना मैया श्रेष्ठको एकलौटी नाममा दर्ता श्रेस्ता कायम रहेको ललितपुर जिल्ला लुभु १ क हाल महालक्ष्मी न.पा. वडा नं. ८ स्थित कित्ता नं. ११६८ को जम्मा क्षेत्रफल ०-३-२-० (रो.आ.पै.दा) (१११.२९ व.मी) को घर/जग्गा लगायत सम्पूर्ण लिग लगापातहरु ।: [41, 1169, 872, 1217]
property-item-number: २): [897, 241, 908, 255]
guarantor-item-text: श्री सुर्जमान श्रेष्ठकी बुहारी, श्री पूर्ण प्रसाद श्रेष्ठकी छोरी, श्री विल बहादुर श्रेष्ठकी पत्नी सिन्धुपाल्चोक जिल्ला, बांसखर्क गा.वि.स. वडा नं. १ स्थायी ठेगाना भई हाल ललितपुर जिल्ला, महालक्ष्मी न.पा. वडा नं. ८ बस्ने वर्ष ५४ की (ना.प्र.नं. १२७/७५०५६, जारी मिति २०५२/०८/१७, जिल्ला सिन्धुपाल्चोक) श्रीमती यमुना मैया श्रेष्ठ ।: [41, 990, 872, 1020]
guarantor-item-text: श्री हस्त बहादुर नेपालीको नाति, गोपाल नेपालीको छोरा नुवाकोट जिल्ला, तुप्चे गा.वि.स. वडा नं. १ स्थायी ठेगाना भई हाल काठमाण्डौं जिल्ला, तारकेश्वर न.पा. वडा नं. ११ बस्ने वर्ष ३५ को (ना.प्र.नं. २४३०१७/१, जारी मिति २०६३/१०/०५, जि.प्र.का. नुवाकोट) दिल बहादुर नेपाली ।: [41, 529, 872, 559]
borrower-details: प्राईभेट फर्म रजिस्ट्रेशन ऐन, २०१४ बमोजिम नेपाल सरकार, वाणिज्य तथा आपूर्ति मन्त्रालय, वाणिज्य विभाग, वाणिज्य कार्यालय, विराटनगरमा मिति २०७१/१०/१२ मा दर्ता नं. २६९४६/०७१/७२ अन्तर्गत दर्ता भएको तथा नेपाल सरकार, अर्थ मन्त्रालय, आन्तरिक राजश्व विभाग, आन्तरिक राजश्व कार्यालय, विराटनगरमा मिति २०७१/१०/१३ को स्थायी लेखा नं. ६०२९५१५६२ अन्तर्गत दर्ता कायम रहेको श्री प्रथम ट्रेडर्स ।: [897, 320, 1745, 368]
branch-hakimchowk-title: शाखा कार्यालय: हाकिमचोक, भरतपुर फोन नं.: ०५६-५९०५२८/५९०५४८ ।: [16, 1287, 358, 1302]
term-item: [896, 1140, 1746, 1174]
term-item-number: ९): [896, 936, 907, 950]
borrower-heading: १. ऋणीको विवरण: [15, 724, 877, 746]
borrower-details: चन्द्रागिरि नगरपालिका, ११ नं. वडा कार्यालय, सतुंगल, काठमाण्डौंमा प्रमाण-पत्र नं. ११४-२०७९-०८०, मिति २०८०/०३/०३ मा दर्ता भएको तथा नेपाल सरकार, अर्थ मन्त्रालय, आन्तरिक राजश्व विभाग, आन्तरिक राजश्व कार्यालय, कलंकीमा मिति २०८०/०३/०४ को प्यान/भ्याट नं. ११०७१२९९० अन्तर्गत दर्ता कायम भएको आर. वि. हार्डवयर ।: [19, 363, 872, 394]
bank-footer: [0, 1919, 1764, 2098]
property-item-number: ३): [19, 1224, 30, 1237]
term-item-number: १०): [896, 991, 913, 1004]
term-item-text: स्वीकृत भएको बोलपत्र अनुसारको सम्पत्ति बोलपत्रदाताको नाममा नामसारी दाखेल खारेज गर्दा लाग्ने सम्पूर्ण शुल्क, राजश्व, रजिष्ट्रेशन दस्तुर, लाभ कर लगायत अन्य शुल्क इत्यादी बोलपत्रदाताले नै व्यहोर्नु पर्नेछ । स्वीकृत बोलपत्रदाताको नाममा सम्पत्ति दा.खा. गर्दा कुनै कानुनी वा अन्य कारणबाट समस्या भई त्यस्तो सम्पत्ति निजको नाममा नामसारी हुन नसकेमा बोलपत्रदाताले जम्मा गरेको रकममा कुनै ब्याज प्रदान गरिने छैन साथै कानुनी वा अन्य बाधा अडचनहरु समाधान पश्चात् धितो नामसारी गरि हक हस्तान्तरण गरिनेछ ।: [918, 936, 1746, 984]
guarantor-item-text: श्री राम शरण पुडासैनीकी छोरी, कृष्ण प्रसाद लामिछानेकी बुहारी, विकाश लामिछानेकी पत्नी मकवानपुर जिल्ला, हेटौडा उ.म.न.पा. वडा नं. २ स्थायी ठेगाना भई हाल भक्तपुर जिल्ला, चाँगुनारायण नगरपालिका वडा नं. ७ बस्ने वर्ष ३३ की (ना.प्र.नं. ३११०२३/७३७३, जारी मिति २०६७/०४/१६, जि.प्र.का. मकवानपुर) सरस्वती पुडासैनी ।: [41, 491, 872, 522]
term-item: [896, 803, 1746, 838]
term-item-text: बैंक तथा वित्तीय संस्था सम्बन्धी ऐन, २०७३ बमोजिम लिलाम बिक्री गर्दा कसैले नसकारेमा वा लिलाममा कसैले भाग नलिएमा समेत बैंकले उक्त सम्पत्तिको स्वामित्व आफ्नो नाममा समेत गरिलिन सक्नेछ ।: [918, 1011, 1746, 1041]
guarantor-heading: व्यक्तिगत तथा धितो जमानी दिनेहरुको नाम, थर, ठेगाना: [15, 926, 877, 948]
